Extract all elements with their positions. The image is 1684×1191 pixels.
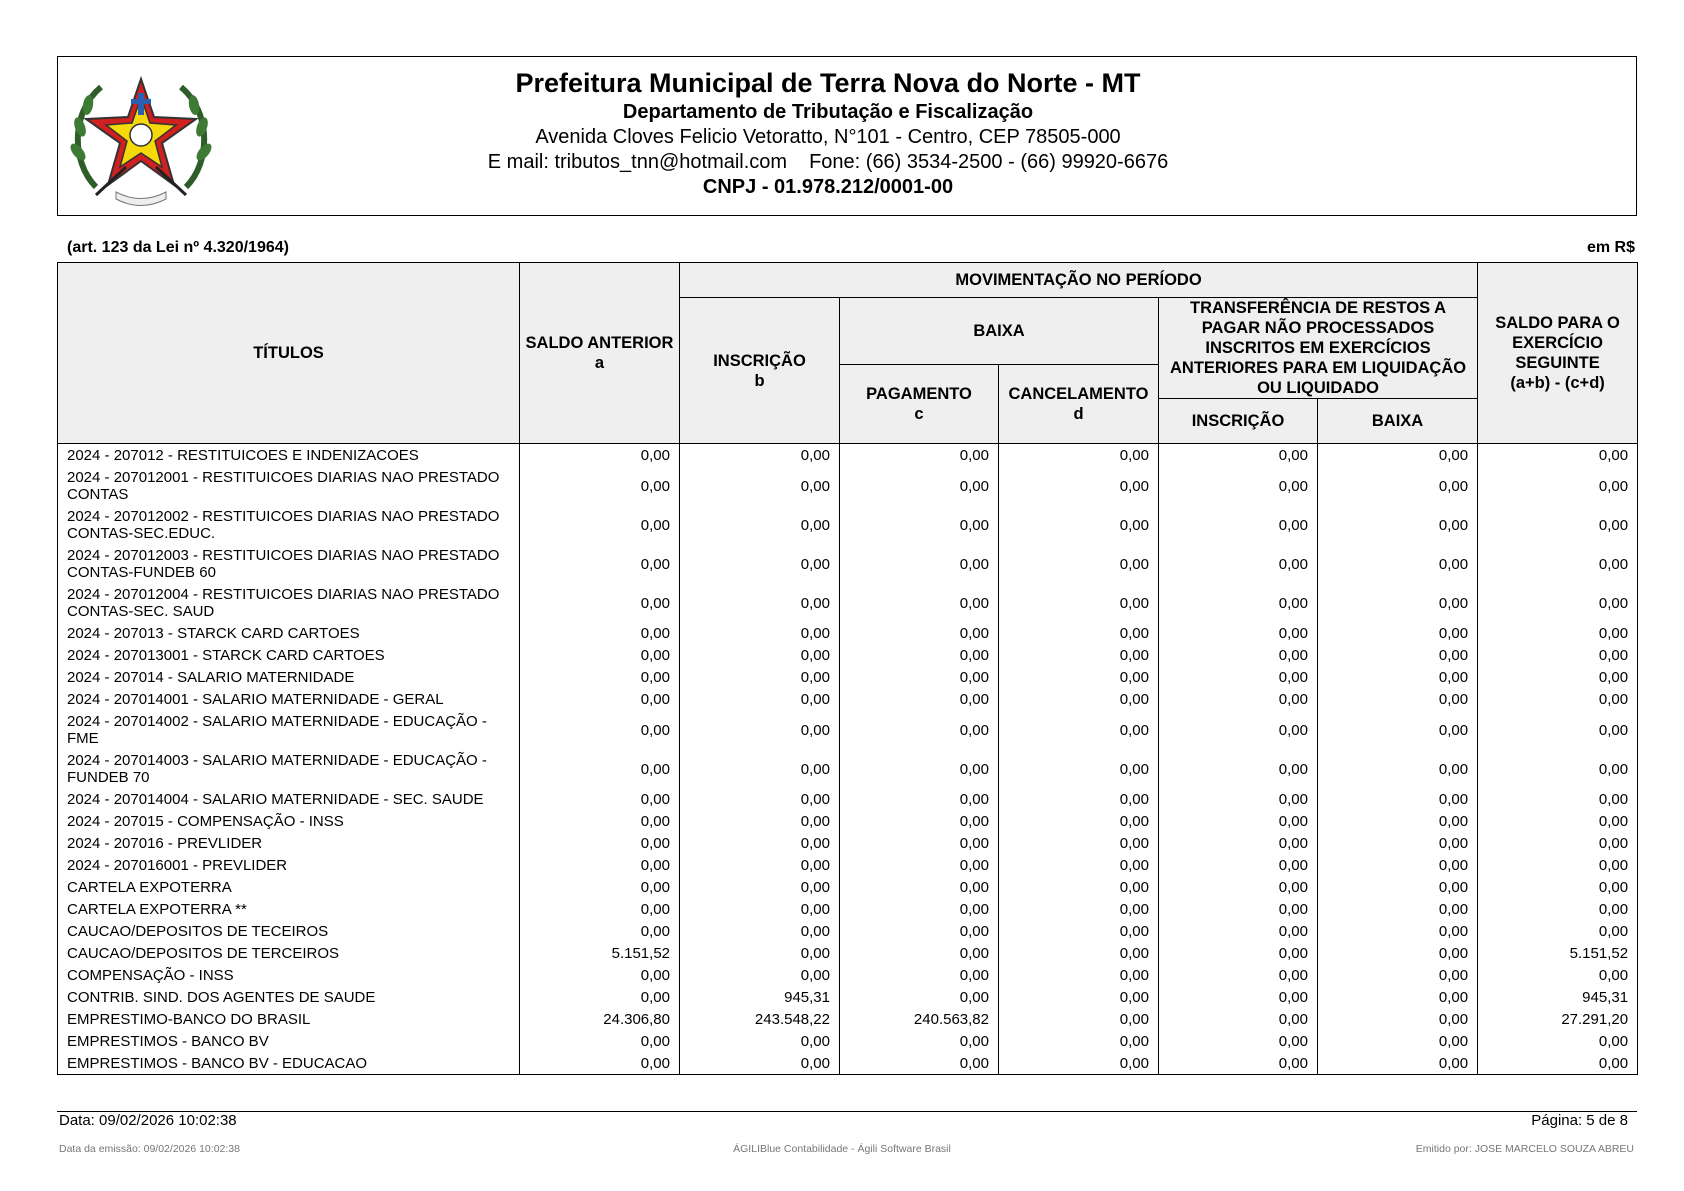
row-value: 0,00 bbox=[1159, 876, 1318, 898]
row-value: 0,00 bbox=[999, 854, 1159, 876]
row-value: 0,00 bbox=[999, 1008, 1159, 1030]
row-value: 240.563,82 bbox=[840, 1008, 999, 1030]
row-value: 0,00 bbox=[680, 505, 840, 544]
row-value: 0,00 bbox=[1159, 710, 1318, 749]
row-title: CARTELA EXPOTERRA bbox=[58, 876, 520, 898]
row-value: 0,00 bbox=[1478, 1030, 1638, 1052]
table-row bbox=[58, 964, 1638, 986]
row-value: 0,00 bbox=[1478, 876, 1638, 898]
row-value: 0,00 bbox=[1159, 505, 1318, 544]
row-value: 0,00 bbox=[1159, 466, 1318, 505]
row-value: 0,00 bbox=[1159, 832, 1318, 854]
row-value: 0,00 bbox=[680, 1052, 840, 1075]
row-value: 0,00 bbox=[999, 749, 1159, 788]
table-row bbox=[58, 666, 1638, 688]
table-row bbox=[58, 898, 1638, 920]
row-value: 0,00 bbox=[1159, 749, 1318, 788]
row-value: 0,00 bbox=[840, 942, 999, 964]
row-value: 0,00 bbox=[999, 622, 1159, 644]
row-value: 0,00 bbox=[1318, 505, 1478, 544]
inscricao-code: b bbox=[754, 371, 765, 390]
row-value: 243.548,22 bbox=[680, 1008, 840, 1030]
table-row bbox=[58, 986, 1638, 1008]
col-baixa: BAIXA bbox=[840, 298, 1159, 365]
row-title: CAUCAO/DEPOSITOS DE TECEIROS bbox=[58, 920, 520, 942]
row-value: 0,00 bbox=[680, 466, 840, 505]
row-value: 0,00 bbox=[520, 466, 680, 505]
col-cancelamento bbox=[999, 365, 1159, 444]
row-value: 0,00 bbox=[1478, 544, 1638, 583]
row-value: 0,00 bbox=[520, 810, 680, 832]
row-value: 0,00 bbox=[1318, 964, 1478, 986]
row-value: 0,00 bbox=[680, 788, 840, 810]
report-header bbox=[57, 56, 1637, 216]
row-title: CARTELA EXPOTERRA ** bbox=[58, 898, 520, 920]
row-value: 0,00 bbox=[840, 688, 999, 710]
row-value: 0,00 bbox=[999, 942, 1159, 964]
row-value: 27.291,20 bbox=[1478, 1008, 1638, 1030]
row-value: 0,00 bbox=[1318, 942, 1478, 964]
row-value: 0,00 bbox=[520, 1052, 680, 1075]
row-value: 0,00 bbox=[520, 986, 680, 1008]
row-title: 2024 - 207016001 - PREVLIDER bbox=[58, 854, 520, 876]
row-value: 5.151,52 bbox=[520, 942, 680, 964]
row-value: 0,00 bbox=[680, 622, 840, 644]
table-row bbox=[58, 1008, 1638, 1030]
table-row bbox=[58, 644, 1638, 666]
row-value: 0,00 bbox=[999, 505, 1159, 544]
row-value: 0,00 bbox=[999, 832, 1159, 854]
col-transf-inscricao: INSCRIÇÃO bbox=[1159, 399, 1318, 444]
table-row bbox=[58, 832, 1638, 854]
row-value: 0,00 bbox=[1318, 644, 1478, 666]
saldo-seguinte-formula: (a+b) - (c+d) bbox=[1510, 374, 1605, 392]
table-row bbox=[58, 876, 1638, 898]
footer-divider bbox=[57, 1111, 1637, 1112]
row-value: 0,00 bbox=[1159, 942, 1318, 964]
row-value: 0,00 bbox=[1318, 832, 1478, 854]
row-value: 0,00 bbox=[840, 986, 999, 1008]
page-title: Prefeitura Municipal de Terra Nova do Norte - MT bbox=[515, 68, 1141, 98]
table-row bbox=[58, 1030, 1638, 1052]
table-row bbox=[58, 788, 1638, 810]
row-value: 0,00 bbox=[840, 810, 999, 832]
row-title: 2024 - 207016 - PREVLIDER bbox=[58, 832, 520, 854]
emission-date: Data da emissão: 09/02/2026 10:02:38 bbox=[59, 1143, 240, 1155]
row-value: 0,00 bbox=[1478, 688, 1638, 710]
row-value: 0,00 bbox=[840, 898, 999, 920]
saldo-anterior-label: SALDO ANTERIOR bbox=[525, 334, 674, 352]
row-value: 0,00 bbox=[1159, 788, 1318, 810]
col-saldo-seguinte bbox=[1478, 263, 1638, 444]
row-value: 0,00 bbox=[1159, 1008, 1318, 1030]
row-value: 0,00 bbox=[1159, 583, 1318, 622]
row-value: 0,00 bbox=[520, 749, 680, 788]
table-row bbox=[58, 688, 1638, 710]
pagamento-label: PAGAMENTO bbox=[866, 385, 972, 403]
row-value: 0,00 bbox=[1318, 688, 1478, 710]
row-value: 0,00 bbox=[999, 710, 1159, 749]
row-value: 0,00 bbox=[840, 644, 999, 666]
row-value: 0,00 bbox=[1318, 810, 1478, 832]
row-title: 2024 - 207012001 - RESTITUICOES DIARIAS NAO PRESTADO CONTAS bbox=[58, 466, 520, 505]
address: Avenida Cloves Felicio Vetoratto, N°101 - Centro, CEP 78505-000 bbox=[535, 126, 1121, 148]
row-value: 0,00 bbox=[999, 898, 1159, 920]
col-transf-baixa: BAIXA bbox=[1318, 399, 1478, 444]
cancelamento-code: d bbox=[1073, 405, 1084, 423]
row-value: 0,00 bbox=[520, 583, 680, 622]
row-title: 2024 - 207012003 - RESTITUICOES DIARIAS NAO PRESTADO CONTAS-FUNDEB 60 bbox=[58, 544, 520, 583]
row-value: 0,00 bbox=[1478, 1052, 1638, 1075]
col-saldo-anterior bbox=[520, 263, 680, 444]
row-value: 0,00 bbox=[1318, 986, 1478, 1008]
row-title: EMPRESTIMO-BANCO DO BRASIL bbox=[58, 1008, 520, 1030]
row-value: 0,00 bbox=[1159, 810, 1318, 832]
row-value: 0,00 bbox=[520, 920, 680, 942]
pagamento-code: c bbox=[914, 405, 924, 423]
currency-label: em R$ bbox=[1586, 239, 1635, 256]
row-value: 0,00 bbox=[680, 749, 840, 788]
table-row bbox=[58, 466, 1638, 505]
table-row bbox=[58, 810, 1638, 832]
row-value: 0,00 bbox=[999, 876, 1159, 898]
row-value: 0,00 bbox=[840, 710, 999, 749]
row-value: 0,00 bbox=[999, 1030, 1159, 1052]
row-value: 0,00 bbox=[1478, 444, 1638, 467]
row-value: 0,00 bbox=[1159, 622, 1318, 644]
table-row bbox=[58, 710, 1638, 749]
row-value: 0,00 bbox=[840, 1052, 999, 1075]
row-value: 0,00 bbox=[1478, 964, 1638, 986]
saldo-anterior-code: a bbox=[594, 354, 605, 372]
row-value: 0,00 bbox=[1318, 444, 1478, 467]
col-pagamento bbox=[840, 365, 999, 444]
row-value: 0,00 bbox=[680, 710, 840, 749]
row-title: COMPENSAÇÃO - INSS bbox=[58, 964, 520, 986]
table-row bbox=[58, 942, 1638, 964]
row-value: 0,00 bbox=[680, 898, 840, 920]
footer-date: Data: 09/02/2026 10:02:38 bbox=[59, 1112, 237, 1129]
saldo-seguinte-label: SALDO PARA O EXERCÍCIO SEGUINTE bbox=[1495, 314, 1620, 372]
row-value: 0,00 bbox=[1478, 920, 1638, 942]
row-value: 0,00 bbox=[1478, 788, 1638, 810]
report-table bbox=[57, 262, 1638, 1075]
row-value: 0,00 bbox=[1159, 964, 1318, 986]
row-value: 0,00 bbox=[1159, 544, 1318, 583]
row-value: 0,00 bbox=[1478, 898, 1638, 920]
row-value: 0,00 bbox=[1478, 710, 1638, 749]
row-value: 0,00 bbox=[999, 810, 1159, 832]
row-value: 0,00 bbox=[1318, 876, 1478, 898]
row-value: 0,00 bbox=[1478, 810, 1638, 832]
row-value: 0,00 bbox=[520, 622, 680, 644]
row-title: 2024 - 207012002 - RESTITUICOES DIARIAS NAO PRESTADO CONTAS-SEC.EDUC. bbox=[58, 505, 520, 544]
row-value: 0,00 bbox=[1159, 986, 1318, 1008]
row-value: 945,31 bbox=[680, 986, 840, 1008]
table-row bbox=[58, 583, 1638, 622]
row-value: 0,00 bbox=[520, 710, 680, 749]
row-value: 0,00 bbox=[1318, 466, 1478, 505]
software-credit: ÁGILIBlue Contabilidade - Ágili Software Brasil bbox=[733, 1143, 951, 1155]
coat-of-arms-icon bbox=[66, 67, 216, 207]
row-value: 0,00 bbox=[1478, 832, 1638, 854]
row-value: 945,31 bbox=[1478, 986, 1638, 1008]
row-value: 0,00 bbox=[1478, 583, 1638, 622]
row-value: 0,00 bbox=[680, 688, 840, 710]
row-value: 0,00 bbox=[840, 1030, 999, 1052]
row-value: 0,00 bbox=[1159, 666, 1318, 688]
row-value: 0,00 bbox=[1478, 466, 1638, 505]
row-title: 2024 - 207014 - SALARIO MATERNIDADE bbox=[58, 666, 520, 688]
row-value: 0,00 bbox=[840, 788, 999, 810]
row-value: 0,00 bbox=[840, 964, 999, 986]
table-row bbox=[58, 749, 1638, 788]
cancelamento-label: CANCELAMENTO bbox=[1008, 385, 1149, 403]
row-value: 0,00 bbox=[520, 1030, 680, 1052]
row-value: 0,00 bbox=[999, 1052, 1159, 1075]
row-value: 0,00 bbox=[520, 964, 680, 986]
row-value: 0,00 bbox=[999, 583, 1159, 622]
row-value: 0,00 bbox=[999, 964, 1159, 986]
row-value: 0,00 bbox=[680, 964, 840, 986]
row-value: 0,00 bbox=[1318, 854, 1478, 876]
table-row bbox=[58, 854, 1638, 876]
row-value: 0,00 bbox=[1318, 544, 1478, 583]
row-value: 0,00 bbox=[840, 749, 999, 788]
row-value: 0,00 bbox=[1478, 749, 1638, 788]
row-value: 0,00 bbox=[1318, 1030, 1478, 1052]
row-value: 0,00 bbox=[1478, 622, 1638, 644]
row-value: 0,00 bbox=[680, 920, 840, 942]
row-value: 0,00 bbox=[1159, 644, 1318, 666]
row-title: 2024 - 207014004 - SALARIO MATERNIDADE - SEC. SAUDE bbox=[58, 788, 520, 810]
law-reference: (art. 123 da Lei nº 4.320/1964) bbox=[67, 239, 289, 256]
row-title: EMPRESTIMOS - BANCO BV bbox=[58, 1030, 520, 1052]
row-title: 2024 - 207014002 - SALARIO MATERNIDADE - EDUCAÇÃO - FME bbox=[58, 710, 520, 749]
header-text-block bbox=[378, 67, 1278, 200]
row-title: CAUCAO/DEPOSITOS DE TERCEIROS bbox=[58, 942, 520, 964]
col-titulos: TÍTULOS bbox=[58, 263, 520, 444]
row-value: 0,00 bbox=[680, 444, 840, 467]
row-value: 0,00 bbox=[520, 788, 680, 810]
row-title: CONTRIB. SIND. DOS AGENTES DE SAUDE bbox=[58, 986, 520, 1008]
row-value: 0,00 bbox=[1318, 1008, 1478, 1030]
row-title: 2024 - 207013 - STARCK CARD CARTOES bbox=[58, 622, 520, 644]
table-header bbox=[58, 263, 1638, 444]
row-title: 2024 - 207014003 - SALARIO MATERNIDADE - EDUCAÇÃO - FUNDEB 70 bbox=[58, 749, 520, 788]
row-value: 0,00 bbox=[680, 942, 840, 964]
row-title: 2024 - 207012004 - RESTITUICOES DIARIAS NAO PRESTADO CONTAS-SEC. SAUD bbox=[58, 583, 520, 622]
row-value: 0,00 bbox=[1318, 788, 1478, 810]
table-row bbox=[58, 920, 1638, 942]
row-value: 0,00 bbox=[840, 583, 999, 622]
row-value: 0,00 bbox=[840, 622, 999, 644]
row-value: 0,00 bbox=[1478, 666, 1638, 688]
email: E mail: tributos_tnn@hotmail.com bbox=[487, 151, 788, 173]
row-value: 0,00 bbox=[680, 544, 840, 583]
row-value: 0,00 bbox=[840, 466, 999, 505]
row-value: 0,00 bbox=[520, 666, 680, 688]
row-value: 0,00 bbox=[1318, 666, 1478, 688]
row-value: 0,00 bbox=[1318, 583, 1478, 622]
row-title: 2024 - 207014001 - SALARIO MATERNIDADE - GERAL bbox=[58, 688, 520, 710]
row-value: 0,00 bbox=[840, 505, 999, 544]
row-value: 0,00 bbox=[1318, 920, 1478, 942]
row-value: 0,00 bbox=[1159, 444, 1318, 467]
row-value: 0,00 bbox=[520, 444, 680, 467]
row-value: 0,00 bbox=[1318, 710, 1478, 749]
department-name: Departamento de Tributação e Fiscalização bbox=[622, 101, 1034, 123]
row-value: 0,00 bbox=[680, 876, 840, 898]
row-title: 2024 - 207012 - RESTITUICOES E INDENIZACOES bbox=[58, 444, 520, 467]
row-value: 0,00 bbox=[1159, 898, 1318, 920]
col-transferencia: TRANSFERÊNCIA DE RESTOS A PAGAR NÃO PROCESSADOS INSCRITOS EM EXERCÍCIOS ANTERIORES PARA EM LIQUIDAÇÃO OU LIQUIDADO bbox=[1159, 298, 1478, 399]
row-value: 0,00 bbox=[840, 854, 999, 876]
row-value: 0,00 bbox=[680, 583, 840, 622]
row-value: 0,00 bbox=[520, 898, 680, 920]
row-value: 0,00 bbox=[1318, 749, 1478, 788]
row-value: 0,00 bbox=[1478, 644, 1638, 666]
row-value: 0,00 bbox=[999, 986, 1159, 1008]
row-value: 0,00 bbox=[840, 444, 999, 467]
row-value: 0,00 bbox=[1478, 854, 1638, 876]
table-row bbox=[58, 444, 1638, 467]
row-value: 0,00 bbox=[520, 854, 680, 876]
row-value: 0,00 bbox=[840, 920, 999, 942]
cnpj: CNPJ - 01.978.212/0001-00 bbox=[702, 176, 954, 198]
row-value: 0,00 bbox=[999, 666, 1159, 688]
row-title: 2024 - 207015 - COMPENSAÇÃO - INSS bbox=[58, 810, 520, 832]
table-row bbox=[58, 544, 1638, 583]
row-value: 0,00 bbox=[520, 544, 680, 583]
issued-by: Emitido por: JOSE MARCELO SOUZA ABREU bbox=[1415, 1143, 1634, 1155]
row-value: 0,00 bbox=[999, 688, 1159, 710]
row-value: 0,00 bbox=[520, 505, 680, 544]
table-row bbox=[58, 622, 1638, 644]
report-table-wrapper bbox=[57, 262, 1637, 1075]
row-value: 0,00 bbox=[999, 920, 1159, 942]
phone: Fone: (66) 3534-2500 - (66) 99920-6676 bbox=[809, 151, 1169, 173]
row-value: 0,00 bbox=[680, 810, 840, 832]
page-number: Página: 5 de 8 bbox=[1531, 1112, 1628, 1129]
row-value: 0,00 bbox=[1318, 622, 1478, 644]
row-value: 0,00 bbox=[840, 876, 999, 898]
row-value: 0,00 bbox=[520, 832, 680, 854]
row-value: 0,00 bbox=[520, 688, 680, 710]
row-title: 2024 - 207013001 - STARCK CARD CARTOES bbox=[58, 644, 520, 666]
table-row bbox=[58, 1052, 1638, 1075]
row-value: 0,00 bbox=[840, 666, 999, 688]
row-value: 0,00 bbox=[520, 876, 680, 898]
inscricao-label: INSCRIÇÃO bbox=[713, 351, 806, 370]
row-value: 0,00 bbox=[840, 544, 999, 583]
contact-line bbox=[378, 150, 1278, 175]
row-value: 0,00 bbox=[1159, 920, 1318, 942]
row-value: 0,00 bbox=[840, 832, 999, 854]
row-value: 0,00 bbox=[999, 544, 1159, 583]
row-value: 0,00 bbox=[1318, 1052, 1478, 1075]
row-value: 0,00 bbox=[520, 644, 680, 666]
row-value: 0,00 bbox=[1159, 688, 1318, 710]
col-inscricao bbox=[680, 298, 840, 444]
row-value: 0,00 bbox=[1159, 1030, 1318, 1052]
row-value: 0,00 bbox=[1318, 898, 1478, 920]
table-body bbox=[58, 444, 1638, 1075]
col-movimentacao: MOVIMENTAÇÃO NO PERÍODO bbox=[680, 263, 1478, 298]
row-value: 0,00 bbox=[680, 644, 840, 666]
row-title: EMPRESTIMOS - BANCO BV - EDUCACAO bbox=[58, 1052, 520, 1075]
row-value: 0,00 bbox=[680, 832, 840, 854]
row-value: 0,00 bbox=[999, 644, 1159, 666]
row-value: 0,00 bbox=[999, 466, 1159, 505]
row-value: 24.306,80 bbox=[520, 1008, 680, 1030]
row-value: 0,00 bbox=[1159, 1052, 1318, 1075]
row-value: 0,00 bbox=[680, 854, 840, 876]
row-value: 0,00 bbox=[680, 666, 840, 688]
row-value: 0,00 bbox=[680, 1030, 840, 1052]
row-value: 0,00 bbox=[1478, 505, 1638, 544]
row-value: 5.151,52 bbox=[1478, 942, 1638, 964]
table-row bbox=[58, 505, 1638, 544]
row-value: 0,00 bbox=[999, 788, 1159, 810]
row-value: 0,00 bbox=[999, 444, 1159, 467]
row-value: 0,00 bbox=[1159, 854, 1318, 876]
